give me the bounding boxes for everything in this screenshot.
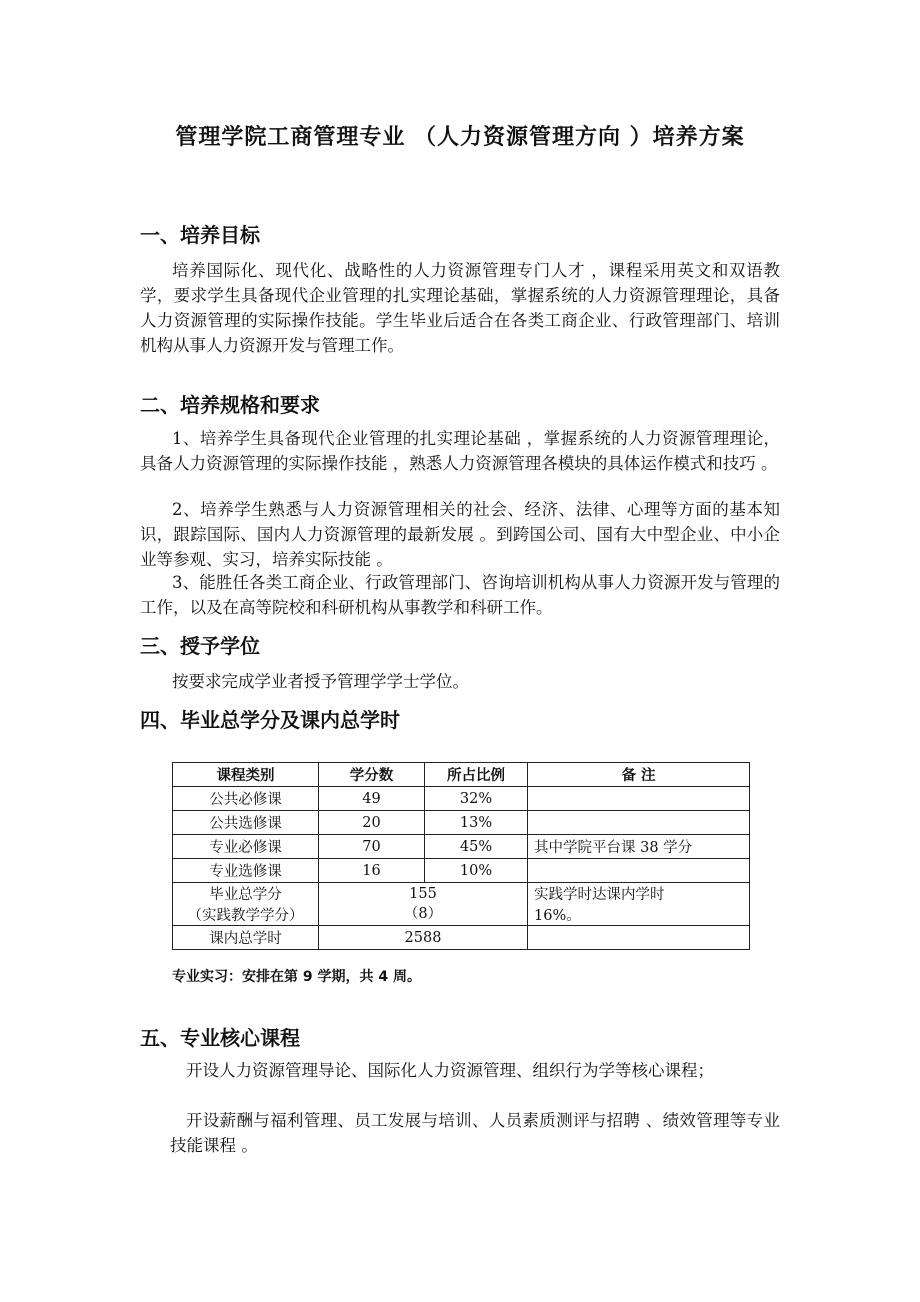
total-value-line1: 155 xyxy=(409,885,437,902)
total-note-line1: 实践学时达课内学时 xyxy=(534,887,665,903)
hours-category: 课内总学时 xyxy=(173,926,319,950)
row-note xyxy=(528,859,750,883)
row-category: 公共必修课 xyxy=(173,787,319,811)
total-category xyxy=(173,883,319,926)
column-header-ratio: 所占比例 xyxy=(425,763,528,787)
credits-table xyxy=(172,762,750,950)
section-heading-core-courses: 五、专业核心课程 xyxy=(140,1026,300,1050)
internship-note: 专业实习：安排在第 9 学期，共 4 周。 xyxy=(172,969,421,985)
total-value xyxy=(319,883,528,926)
table-row xyxy=(173,811,750,835)
degree-paragraph: 按要求完成学业者授予管理学学士学位。 xyxy=(172,672,469,691)
table-row xyxy=(173,835,750,859)
requirement-item-3: 3、能胜任各类工商企业、行政管理部门、咨询培训机构从事人力资源开发与管理的工作，以及在高等院校和科研机构从事教学和科研工作。 xyxy=(140,573,780,617)
goals-paragraph: 培养国际化、现代化、战略性的人力资源管理专门人才 ，课程采用英文和双语教学，要求学生具备现代企业管理的扎实理论基础，掌握系统的人力资源管理理论，具备人力资源管理的实际操作技能。学生毕业后适合在各类工商企业、行政管理部门、培训机构从事人力资源开发与管理工作。 xyxy=(140,261,780,355)
total-note-line2: 16%。 xyxy=(534,908,581,924)
total-category-line1: 毕业总学分 xyxy=(209,887,282,903)
table-row-hours xyxy=(173,926,750,950)
requirement-item-2: 2、培养学生熟悉与人力资源管理相关的社会、经济、法律、心理等方面的基本知识，跟踪国际、国内人力资源管理的最新发展 。到跨国公司、国有大中型企业、中小企业等参观、实习，培养实际技能 。 xyxy=(140,500,780,569)
row-ratio: 32% xyxy=(425,787,528,811)
section-heading-credits: 四、毕业总学分及课内总学时 xyxy=(140,708,400,732)
table-row xyxy=(173,787,750,811)
section-heading-goals: 一、培养目标 xyxy=(140,223,260,247)
row-category: 专业必修课 xyxy=(173,835,319,859)
row-note xyxy=(528,811,750,835)
core-courses-item-2: 开设薪酬与福利管理、员工发展与培训、人员素质测评与招聘 、绩效管理等专业技能课程 。 xyxy=(170,1111,780,1155)
column-header-note: 备 注 xyxy=(528,763,750,787)
column-header-category: 课程类别 xyxy=(173,763,319,787)
table-header-row xyxy=(173,763,750,787)
total-note xyxy=(528,883,750,926)
hours-value: 2588 xyxy=(319,926,528,950)
row-ratio: 13% xyxy=(425,811,528,835)
core-courses-item-1: 开设人力资源管理导论、国际化人力资源管理、组织行为学等核心课程； xyxy=(186,1061,714,1080)
section-heading-requirements: 二、培养规格和要求 xyxy=(140,393,320,417)
total-value-line2: （8） xyxy=(403,905,443,922)
row-note: 其中学院平台课 38 学分 xyxy=(528,835,750,859)
row-credits: 70 xyxy=(319,835,425,859)
table-row-total xyxy=(173,883,750,926)
row-category: 专业选修课 xyxy=(173,859,319,883)
hours-note xyxy=(528,926,750,950)
requirement-item-1: 1、培养学生具备现代企业管理的扎实理论基础 ，掌握系统的人力资源管理理论，具备人力资源管理的实际操作技能 ，熟悉人力资源管理各模块的具体运作模式和技巧 。 xyxy=(140,429,780,473)
row-credits: 49 xyxy=(319,787,425,811)
row-credits: 16 xyxy=(319,859,425,883)
column-header-credits: 学分数 xyxy=(319,763,425,787)
table-row xyxy=(173,859,750,883)
row-category: 公共选修课 xyxy=(173,811,319,835)
total-category-line2: （实践教学学分） xyxy=(187,908,304,924)
document-title: 管理学院工商管理专业 （人力资源管理方向 ）培养方案 xyxy=(175,125,745,150)
row-credits: 20 xyxy=(319,811,425,835)
row-note xyxy=(528,787,750,811)
row-ratio: 45% xyxy=(425,835,528,859)
row-ratio: 10% xyxy=(425,859,528,883)
section-heading-degree: 三、授予学位 xyxy=(140,634,260,658)
